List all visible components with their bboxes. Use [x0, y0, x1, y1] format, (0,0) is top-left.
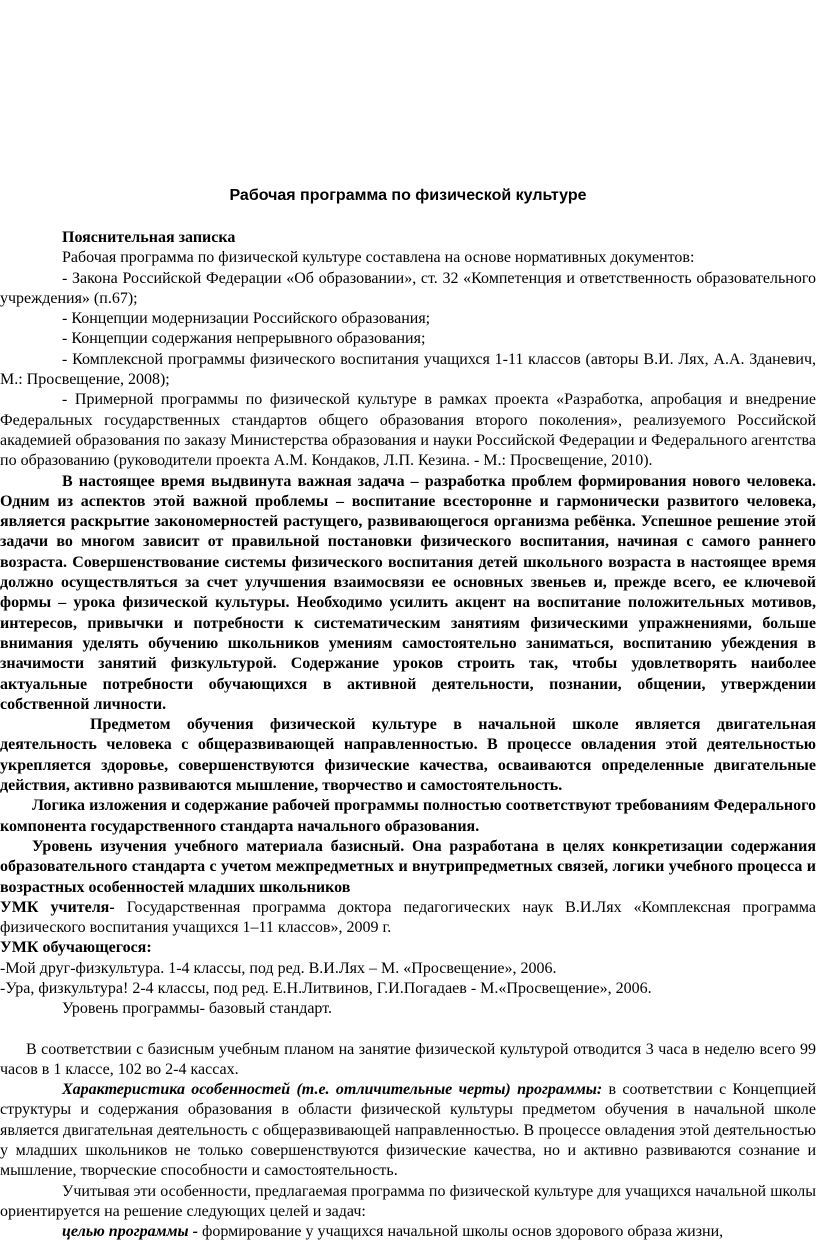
list-item-complex-program: - Комплексной программы физического воспитания учащихся 1-11 классов (авторы В.И. Лях, А.А. Зданевич, М.: Просвещение, 2008);	[0, 350, 816, 389]
section-heading: Пояснительная записка	[62, 229, 236, 246]
characteristics-label: Характеристика особенностей (т.е. отличительные черты) программы:	[62, 1081, 603, 1099]
goal-text: формирование у учащихся начальной школы основ здорового образа жизни,	[197, 1223, 724, 1241]
umk-student-item-1: -Мой друг-физкультура. 1-4 классы, под ред. В.И.Лях – М. «Просвещение», 2006.	[0, 959, 557, 977]
umk-student-item-2: -Ура, физкультура! 2-4 классы, под ред. Е.Н.Литвинов, Г.И.Погадаев - М.«Просвещение», 2006.	[0, 979, 652, 997]
characteristics-text: в соответствии с Концепцией структуры и содержания образования в области физической культуры предметом обучения в начальной школе является двигательная деятельность с общеразвивающей направленностью. В процессе овладения этой деятельностью у младших школьников не только совершенствуются физические качества, но и активно развиваются сознание и мышление, творческие способности и самостоятельность.	[0, 1081, 816, 1180]
umk-teacher-label: УМК учителя-	[0, 898, 115, 916]
paragraph-subject: Предметом обучения физической культуре в начальной школе является двигательная деятельность человека с общеразвивающей направленностью. В процессе овладения этой деятельностью укрепляется здоровье, совершенствуются физические качества, осваиваются определенные двигательные действия, активно развиваются мышление, творчество и самостоятельность.	[0, 716, 816, 795]
list-item-sample-program: - Примерной программы по физической культуре в рамках проекта «Разработка, апробация и внедрение Федеральных государственных стандартов общего образования второго поколения», реализуемого Российской академией образования по заказу Министерства образования и науки Российской Федерации и Федерального агентства по образованию (руководители проекта А.М. Кондаков, Л.П. Кезина. - М.: Просвещение, 2010).	[0, 391, 816, 470]
paragraph-logic: Логика изложения и содержание рабочей программы полностью соответствуют требованиям Федерального компонента государственного стандарта начального образования.	[0, 797, 816, 835]
paragraph-intro: Рабочая программа по физической культуре составлена на основе нормативных документов:	[62, 249, 695, 267]
umk-teacher-text: Государственная программа доктора педагогических наук В.И.Лях «Комплексная программа физического воспитания учащихся 1–11 классов», 2009 г.	[0, 898, 816, 937]
paragraph-goals-intro: Учитывая эти особенности, предлагаемая программа по физической культуре для учащихся начальной школы ориентируется на решение следующих целей и задач:	[0, 1182, 816, 1220]
list-item-law: - Закона Российской Федерации «Об образовании», ст. 32 «Компетенция и ответственность образовательного учреждения» (п.67);	[0, 269, 816, 307]
document-title: Рабочая программа по физической культуре	[229, 187, 587, 204]
paragraph-goal	[0, 1222, 816, 1242]
list-item-continuous-education: - Концепции содержания непрерывного образования;	[62, 330, 426, 348]
paragraph-level: Уровень изучения учебного материала базисный. Она разработана в целях конкретизации содержания образовательного стандарта с учетом межпредметных и внутрипредметных связей, логики учебного процесса и возрастных особенностей младших школьников	[0, 837, 816, 896]
document-body	[0, 228, 816, 1243]
umk-student-heading: УМК обучающегося:	[0, 939, 152, 957]
goal-label: целью программы -	[62, 1223, 198, 1241]
paragraph-program-level: Уровень программы- базовый стандарт.	[62, 1000, 333, 1018]
paragraph-umk-teacher	[0, 898, 816, 939]
paragraph-task: В настоящее время выдвинута важная задача – разработка проблем формирования нового человека. Одним из аспектов этой важной проблемы – воспитание всесторонне и гармонически развитого человека, является раскрытие закономерностей растущего, развивающегося организма ребёнка. Успешное решение этой задачи во многом зависит от правильной постановки физического воспитания, начиная с самого раннего возраста. Совершенствование системы физического воспитания детей школьного возраста в настоящее время должно осуществляться за счет улучшения взаимосвязи ее основных звеньев и, прежде всего, ее ключевой формы – урока физической культуры. Необходимо усилить акцент на воспитание положительных мотивов, интересов, привычки и потребности к систематическим занятиям физическими упражнениями, больше внимания уделять обучению школьников умениям самостоятельно заниматься, воспитанию убеждения в значимости занятий физкультурой. Содержание уроков строить так, чтобы удовлетворять наиболее актуальные потребности обучающихся в активной деятельности, познании, общении, утверждении собственной личности.	[0, 472, 816, 713]
blank-line	[0, 1020, 816, 1040]
paragraph-hours: В соответствии с базисным учебным планом на занятие физической культурой отводится 3 часа в неделю всего 99 часов в 1 классе, 102 во 2-4 кассах.	[0, 1040, 816, 1078]
list-item-modernization: - Концепции модернизации Российского образования;	[62, 310, 431, 328]
paragraph-characteristics	[0, 1080, 816, 1181]
